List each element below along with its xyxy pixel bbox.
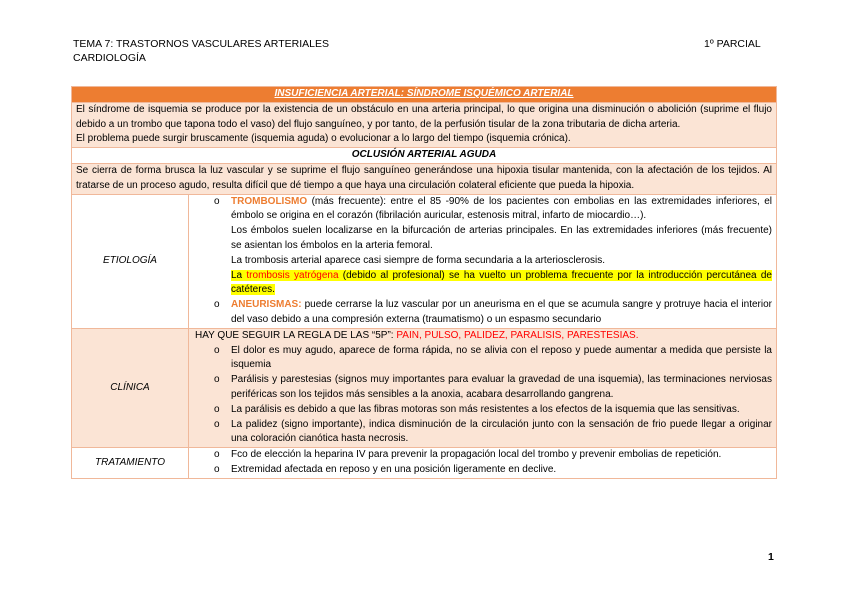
clinica-item-text: La parálisis es debido a que las fibras motoras son más resistentes a los efectos de la isquemia que las sensitivas. bbox=[231, 403, 740, 415]
bullet-icon: o bbox=[214, 403, 220, 415]
bullet-icon: o bbox=[214, 463, 220, 475]
highlight-term: trombosis yatrógena bbox=[246, 269, 339, 281]
list-item bbox=[194, 418, 772, 448]
section-title: INSUFICIENCIA ARTERIAL: SÍNDROME ISQUÉMICO ARTERIAL bbox=[72, 87, 777, 103]
bullet-icon: o bbox=[214, 299, 220, 311]
list-item bbox=[194, 195, 772, 225]
etiologia-paragraph-2: La trombosis arterial aparece casi siempre de forma secundaria a la arteriosclerosis. bbox=[231, 254, 606, 266]
summary-table bbox=[71, 86, 777, 479]
etiologia-content bbox=[189, 194, 777, 328]
tratamiento-row bbox=[72, 448, 777, 479]
tratamiento-content bbox=[189, 448, 777, 479]
etiologia-paragraph-1: Los émbolos suelen localizarse en la bifurcación de arterias principales. En las extremidades inferiores (más frecuente) se asientan los émbolos en la arteria femoral. bbox=[231, 225, 772, 251]
tratamiento-item-text: Extremidad afectada en reposo y en una posición ligeramente en declive. bbox=[231, 463, 557, 475]
document-subject: CARDIOLOGÍA bbox=[73, 52, 146, 64]
list-item bbox=[194, 344, 772, 374]
bullet-icon: o bbox=[214, 418, 220, 430]
intro-row bbox=[72, 102, 777, 147]
tratamiento-item-text: Fco de elección la heparina IV para prevenir la propagación local del trombo y prevenir embolias de repetición. bbox=[231, 449, 722, 461]
highlight-prefix: La bbox=[231, 269, 247, 281]
clinica-item-text: La palidez (signo importante), indica disminución de la circulación junto con la sensación de frio puede llegar a originar una coloración cianótica hasta necrosis. bbox=[231, 418, 772, 445]
bullet-icon: o bbox=[214, 449, 220, 461]
subsection-title-row bbox=[72, 148, 777, 164]
bullet-icon: o bbox=[214, 344, 220, 356]
aneurismas-term: ANEURISMAS: bbox=[231, 299, 302, 311]
etiologia-label: ETIOLOGÍA bbox=[72, 194, 189, 328]
clinica-item-text: Parálisis y parestesias (signos muy importantes para evaluar la gravedad de una isquemia), las terminaciones nerviosas periféricas son los tejidos más sensibles a la anoxia, acabara desarrollando gangrena. bbox=[231, 374, 772, 400]
rule-items: PAIN, PULSO, PALIDEZ, PARALISIS, PARESTESIAS. bbox=[396, 329, 639, 341]
trombolismo-term: TROMBOLISMO bbox=[231, 195, 308, 207]
trombolismo-text: (más frecuente): entre el 85 -90% de los pacientes con embolias en las extremidades inferiores, el émbolo se origina en el corazón (fibrilación auricular, estenosis mitral, infarto de miocardio…). bbox=[231, 195, 772, 222]
clinica-label: CLÍNICA bbox=[72, 328, 189, 447]
section-intro bbox=[72, 102, 777, 147]
bullet-icon: o bbox=[214, 374, 220, 386]
clinica-content bbox=[189, 328, 777, 447]
page-number: 1 bbox=[768, 551, 774, 563]
bullet-icon: o bbox=[214, 195, 220, 207]
highlighted-note bbox=[194, 269, 772, 299]
section-title-row bbox=[72, 87, 777, 103]
five-p-rule bbox=[194, 329, 772, 344]
rule-prefix: HAY QUE SEGUIR LA REGLA DE LAS “5P”: bbox=[195, 329, 397, 341]
highlight-text: (debido al profesional) se ha vuelto un problema frecuente por la introducción percutánea de catéteres. bbox=[231, 269, 772, 296]
list-item bbox=[194, 463, 772, 478]
subsection-description: Se cierra de forma brusca la luz vascular y se suprime el flujo sanguíneo generándose una hipoxia tisular mantenida, con la afectación de los tejidos. Al tratarse de un proceso agudo, resulta difícil que dé tiempo a que haya una circulación colateral eficiente que pueda la hipoxia. bbox=[72, 163, 777, 194]
document-topic: TEMA 7: TRASTORNOS VASCULARES ARTERIALES bbox=[73, 38, 329, 50]
clinica-item-text: El dolor es muy agudo, aparece de forma rápida, no se alivia con el reposo y puede aumentar a medida que persiste la isquemia bbox=[231, 344, 772, 371]
subsection-title: OCLUSIÓN ARTERIAL AGUDA bbox=[72, 148, 777, 164]
subsection-description-row bbox=[72, 163, 777, 194]
list-item bbox=[194, 373, 772, 403]
etiologia-row bbox=[72, 194, 777, 328]
clinica-row bbox=[72, 328, 777, 447]
list-item bbox=[194, 403, 772, 418]
intro-paragraph-1: El síndrome de isquemia se produce por la existencia de un obstáculo en una arteria principal, lo que origina una disminución o abolición (suprime el flujo debido a un trombo que tapona todo el vaso) del flujo sanguíneo, y por tanto, de la perfusión tisular de la zona tributaria de dicha arteria. bbox=[76, 103, 772, 130]
aneurismas-text: puede cerrarse la luz vascular por un aneurisma en el que se acumula sangre y protruye hacia el interior del vaso debido a una compresión externa (traumatismo) o un espasmo secundario bbox=[231, 299, 772, 325]
list-item bbox=[194, 298, 772, 328]
tratamiento-label: TRATAMIENTO bbox=[72, 448, 189, 479]
list-item bbox=[194, 448, 772, 463]
intro-paragraph-2: El problema puede surgir bruscamente (isquemia aguda) o evolucionar a lo largo del tiempo (isquemia crónica). bbox=[76, 133, 571, 145]
exam-label: 1º PARCIAL bbox=[704, 38, 761, 50]
